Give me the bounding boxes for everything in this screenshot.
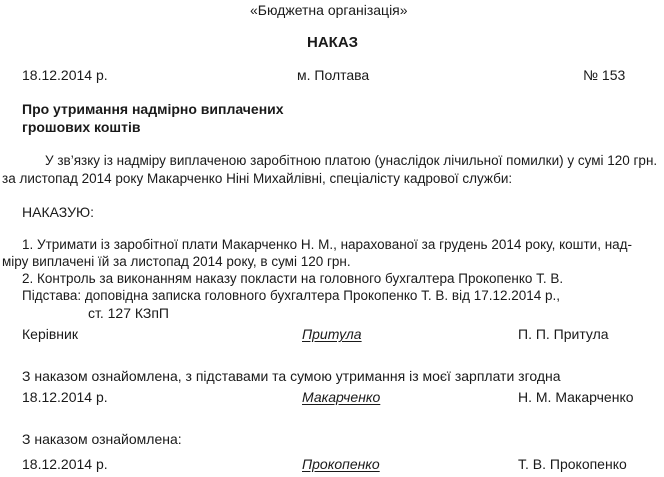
order-item-1-line-2: міру виплачені їй за листопад 2014 року, в сумі 120 грн. — [2, 254, 351, 269]
acknowledgement-1-text: З наказом ознайомлена, з підставами та сумою утримання із моєї зарплати згодна — [22, 368, 561, 384]
preamble-line-1: У зв’язку із надміру виплаченою заробітною платою (унаслідок лічильної помилки) у сумі 120 грн. — [45, 153, 658, 168]
document-title: НАКАЗ — [307, 34, 359, 51]
acknowledgement-2-name: Т. В. Прокопенко — [518, 456, 627, 472]
acknowledgement-2-text: З наказом ознайомлена: — [22, 431, 182, 447]
acknowledgement-1-signature: Макарченко — [302, 389, 381, 405]
order-heading: НАКАЗУЮ: — [22, 204, 95, 220]
order-place: м. Полтава — [297, 67, 370, 83]
order-number: № 153 — [583, 67, 626, 83]
head-signature: Притула — [302, 326, 362, 342]
order-item-1-line-1: 1. Утримати із заробітної плати Макарченко Н. М., нарахованої за грудень 2014 року, кошти, над- — [22, 237, 633, 252]
basis-line-2: ст. 127 КЗпП — [88, 305, 169, 321]
head-name: П. П. Притула — [518, 326, 609, 342]
acknowledgement-2-signature: Прокопенко — [302, 456, 380, 472]
basis-line-1: Підстава: доповідна записка головного бухгалтера Прокопенко Т. В. від 17.12.2014 р., — [22, 288, 561, 303]
head-label: Керівник — [22, 326, 78, 342]
preamble-line-2: за листопад 2014 року Макарченко Ніні Михайлівні, спеціалісту кадрової служби: — [2, 171, 513, 186]
subject-line-1: Про утримання надмірно виплачених — [22, 101, 284, 117]
subject-line-2: грошових коштів — [22, 119, 141, 135]
organization-name: «Бюджетна організація» — [250, 2, 408, 18]
acknowledgement-1-name: Н. М. Макарченко — [518, 389, 634, 405]
order-item-2: 2. Контроль за виконанням наказу покласти на головного бухгалтера Прокопенко Т. В. — [22, 271, 564, 286]
order-date: 18.12.2014 р. — [22, 67, 108, 83]
acknowledgement-1-date: 18.12.2014 р. — [22, 389, 108, 405]
acknowledgement-2-date: 18.12.2014 р. — [22, 456, 108, 472]
